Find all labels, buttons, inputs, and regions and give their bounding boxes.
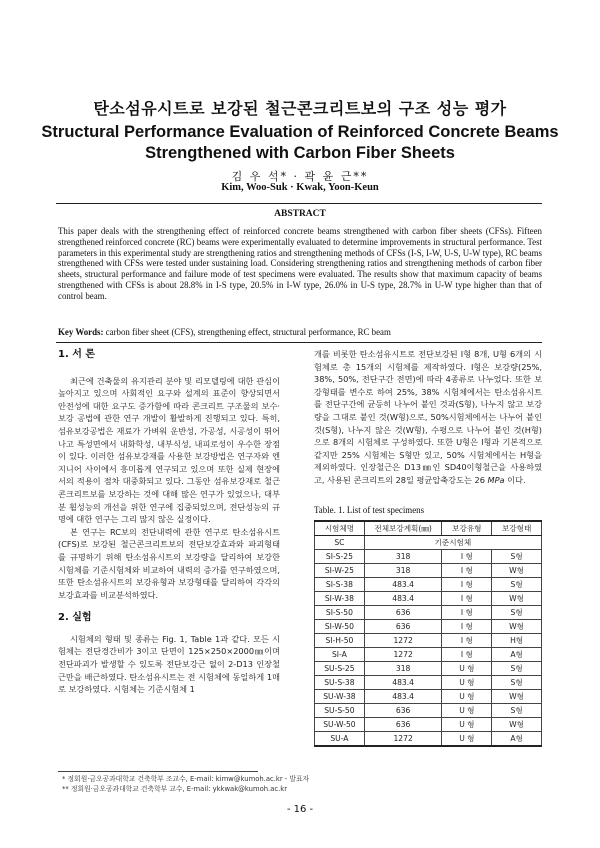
authors-korean: 김 우 석* · 곽 윤 근** <box>231 170 369 183</box>
table-cell: 636 <box>364 606 442 620</box>
table-cell: I 형 <box>442 648 492 662</box>
table-cell: SU-S-38 <box>315 676 365 690</box>
table-cell: 483.4 <box>364 578 442 592</box>
section-1-paragraph-2: 본 연구는 RC보의 전단내력에 관한 연구로 탄소섬유시트(CFS)로 보강된 철근콘크리트보의 전단보강효과와 파괴형태를 규명하기 위해 탄소섬유시트의 보강량을 달리하여 보강한 시험체를 기준시험체와 비교하여 내력의 증가를 연구하였으며, 또한 탄소섬유시트의 보강유형과 보강형태를 달리하여 각각의 보강효과를 비교분석하였다. <box>58 526 280 600</box>
table-cell: SI-W-38 <box>315 592 365 606</box>
table-header-row <box>315 521 542 536</box>
table-cell: SU-S-25 <box>315 662 365 676</box>
keywords-text: carbon fiber sheet (CFS), strengthening effect, structural performance, RC beam <box>103 327 391 337</box>
table-cell: SI-A <box>315 648 365 662</box>
table-cell: S형 <box>492 550 542 564</box>
header-form: 보강형태 <box>492 521 542 536</box>
abstract-text: This paper deals with the strengthening effect of reinforced concrete beams strengthened with carbon fiber sheets (CFSs). Fifteen strengthened reinforced concrete (RC) beams were experimentally evaluated to determine improvements in structural performance. Test parameters in this experimental study are strengthening ratios and strengthening methods of CFSs (I-S, I-W, U-S, U-W type), RC beams strengthened with CFSs were tested under sustaining load. Considering strengthening ratios and strengthening methods of carbon fiber sheets, structural performance and failure mode of test specimens were evaluated. The results show that maximum capacity of beams strengthened with CFSs is about 28.8% in I-S type, 20.5% in I-W type, 26.0% in U-S type, 28.7% in U-W type higher than that of control beam. <box>58 226 542 301</box>
table-cell: 483.4 <box>364 676 442 690</box>
table-row <box>315 662 542 676</box>
table-cell: 636 <box>364 620 442 634</box>
abstract-heading: ABSTRACT <box>274 209 326 219</box>
table-cell: U 형 <box>442 704 492 718</box>
table-cell: SI-S-50 <box>315 606 365 620</box>
table-cell: W형 <box>492 564 542 578</box>
english-title <box>40 122 560 164</box>
table-cell: 636 <box>364 704 442 718</box>
table-cell: I 형 <box>442 578 492 592</box>
header-specimen: 시험체명 <box>315 521 365 536</box>
table-cell: I 형 <box>442 564 492 578</box>
table-cell: A형 <box>492 732 542 747</box>
table-cell: U 형 <box>442 662 492 676</box>
table-cell: SI-W-25 <box>315 564 365 578</box>
keywords-bottom-rule <box>56 342 542 343</box>
table-row <box>315 606 542 620</box>
right-column-paragraph <box>314 348 542 487</box>
table-cell: 1272 <box>364 732 442 747</box>
table-row <box>315 690 542 704</box>
table-row <box>315 648 542 662</box>
section-2-paragraph-1: 시험체의 형태 및 종류는 Fig. 1, Table 1과 같다. 모든 시험체는 전단경간비가 3이고 단면이 125×250×2000㎜이며 전단파괴가 발생할 수 있도록 전단보강근 없이 2-D13 인장철근만을 배근하였다. 탄소섬유시트는 전 시험체에 동일하게 1매로 보강하였다. 시험체는 기준시험체 1 <box>58 633 280 695</box>
table-row <box>315 564 542 578</box>
table-cell: 318 <box>364 550 442 564</box>
header-strengthening: 전체보강계획(㎜) <box>364 521 442 536</box>
table-cell: SU-W-50 <box>315 718 365 732</box>
table-cell: 483.4 <box>364 690 442 704</box>
table-cell: S형 <box>492 662 542 676</box>
table-cell: 483.4 <box>364 592 442 606</box>
table-cell: W형 <box>492 620 542 634</box>
table-cell: SI-W-50 <box>315 620 365 634</box>
footnote-rule <box>58 771 258 772</box>
table-row <box>315 634 542 648</box>
table-cell: I 형 <box>442 550 492 564</box>
right-paragraph-text: 개를 비롯한 탄소섬유시트로 전단보강된 I형 8개, U형 6개의 시험체로 총 15개의 시험체를 제작하였다. I형은 보강량(25%, 38%, 50%, 전단구간 전면)에 따라 4종류로 나누었다. 또한 보강형태를 변수로 하여 25%, 38% 시험체에서는 탄소섬유시트를 전단구간에 균등히 나누어 붙인 것과(S형), 나누지 않고 보강량을 그대로 붙인 것(W형)으로, 50%시험체에서는 나누어 붙인 것(S형), 나누지 않은 것(W형), 수평으로 나누어 붙인 것(H형)으로 8개의 시험체로 구성하였다. 또한 U형은 I형과 기본적으로 같지만 25% 시험체는 S형만 있고, 50% 시험체에서는 H형을 제외하였다. 인장철근은 D13㎜인 SD40이형철근을 사용하였고, 사용된 콘크리트의 28일 평균압축강도는 26 <box>314 349 542 485</box>
table-row <box>315 676 542 690</box>
table-cell: U 형 <box>442 718 492 732</box>
authors-english: Kim, Woo-Suk · Kwak, Yoon-Keun <box>221 182 379 193</box>
table-caption: Table. 1. List of test specimens <box>314 505 425 515</box>
table-cell: SI-S-38 <box>315 578 365 592</box>
table-row <box>315 620 542 634</box>
table-row <box>315 704 542 718</box>
table-row <box>315 578 542 592</box>
table-cell: I 형 <box>442 606 492 620</box>
section-1-paragraph-1: 최근에 건축물의 유지관리 분야 및 리모델링에 대한 관심이 높아지고 있으며 사회적인 요구와 설계의 표준이 향상되면서 안전성에 대한 요구도 증가함에 따라 콘크리트 구조물의 보수·보강 공법에 관한 연구 개발이 활발하게 진행되고 있다. 특히, 섬유보강공법은 재료가 가벼워 운반성, 가공성, 시공성이 뛰어나고 특성면에서 내화학성, 내부식성, 내피로성이 우수한 장점이 있다. 이러한 섬유보강재를 사용한 보강방법은 연구자와 엔지니어 사이에서 흥미롭게 연구되고 있으며 또한 실제 현장에서의 적용이 점차 대중화되고 있다. 그동안 섬유보강재로 철근콘크리트보를 보강하는 것에 대해 많은 연구가 있었으나, 대부분 휨성능의 개선을 위한 연구에 집중되었으며, 전단성능의 규명에 대한 연구는 그리 많지 않은 실정이다. <box>58 375 280 525</box>
table-cell: SU-A <box>315 732 365 747</box>
table-cell: 318 <box>364 564 442 578</box>
left-column <box>58 349 280 696</box>
table-cell: W형 <box>492 690 542 704</box>
table-cell: S형 <box>492 578 542 592</box>
header-type: 보강유형 <box>442 521 492 536</box>
table-cell: W형 <box>492 718 542 732</box>
footnotes <box>62 775 309 794</box>
table-cell: 1272 <box>364 634 442 648</box>
footnote-2: ** 정회원·금오공과대학교 건축학부 교수, E-mail: ykkwak@kumoh.ac.kr <box>62 784 287 793</box>
table-cell: S형 <box>492 704 542 718</box>
english-title-line-1: Structural Performance Evaluation of Reinforced Concrete Beams <box>41 123 559 141</box>
table-cell: 1272 <box>364 648 442 662</box>
table-cell: S형 <box>492 676 542 690</box>
keywords <box>58 327 542 337</box>
table-cell: H형 <box>492 634 542 648</box>
table-cell: 636 <box>364 718 442 732</box>
mpa-unit: MPa <box>487 474 505 485</box>
page-number: - 16 - <box>286 804 314 815</box>
keywords-label: Key Words: <box>58 327 104 337</box>
table-cell: SU-W-38 <box>315 690 365 704</box>
right-paragraph-end: 이다. <box>504 474 526 485</box>
table-cell: I 형 <box>442 620 492 634</box>
right-column <box>314 348 542 487</box>
table-row <box>315 718 542 732</box>
table-cell: SC <box>315 536 365 550</box>
table-cell: U 형 <box>442 732 492 747</box>
table-cell: A형 <box>492 648 542 662</box>
table-cell: U 형 <box>442 690 492 704</box>
table-cell: SU-S-50 <box>315 704 365 718</box>
section-1-heading: 1. 서 론 <box>58 349 96 360</box>
table-cell: SI-H-50 <box>315 634 365 648</box>
korean-title: 탄소섬유시트로 보강된 철근콘크리트보의 구조 성능 평가 <box>93 99 507 118</box>
table-row <box>315 592 542 606</box>
table-row-control <box>315 536 542 550</box>
table-cell: I 형 <box>442 592 492 606</box>
abstract-top-rule <box>56 203 542 204</box>
table-cell: I 형 <box>442 634 492 648</box>
table-cell: SI-S-25 <box>315 550 365 564</box>
table-cell-control-label: 기준시험체 <box>364 536 541 550</box>
table-cell: U 형 <box>442 676 492 690</box>
table-row <box>315 732 542 747</box>
table-row <box>315 550 542 564</box>
footnote-1: * 정회원·금오공과대학교 건축학부 조교수, E-mail: kimw@kumoh.ac.kr - 발표자 <box>62 775 310 783</box>
table-cell: 318 <box>364 662 442 676</box>
specimen-table <box>314 520 542 747</box>
english-title-line-2: Strengthened with Carbon Fiber Sheets <box>145 144 455 162</box>
table-cell: W형 <box>492 592 542 606</box>
table-cell: S형 <box>492 606 542 620</box>
section-2-heading: 2. 실험 <box>58 612 92 624</box>
